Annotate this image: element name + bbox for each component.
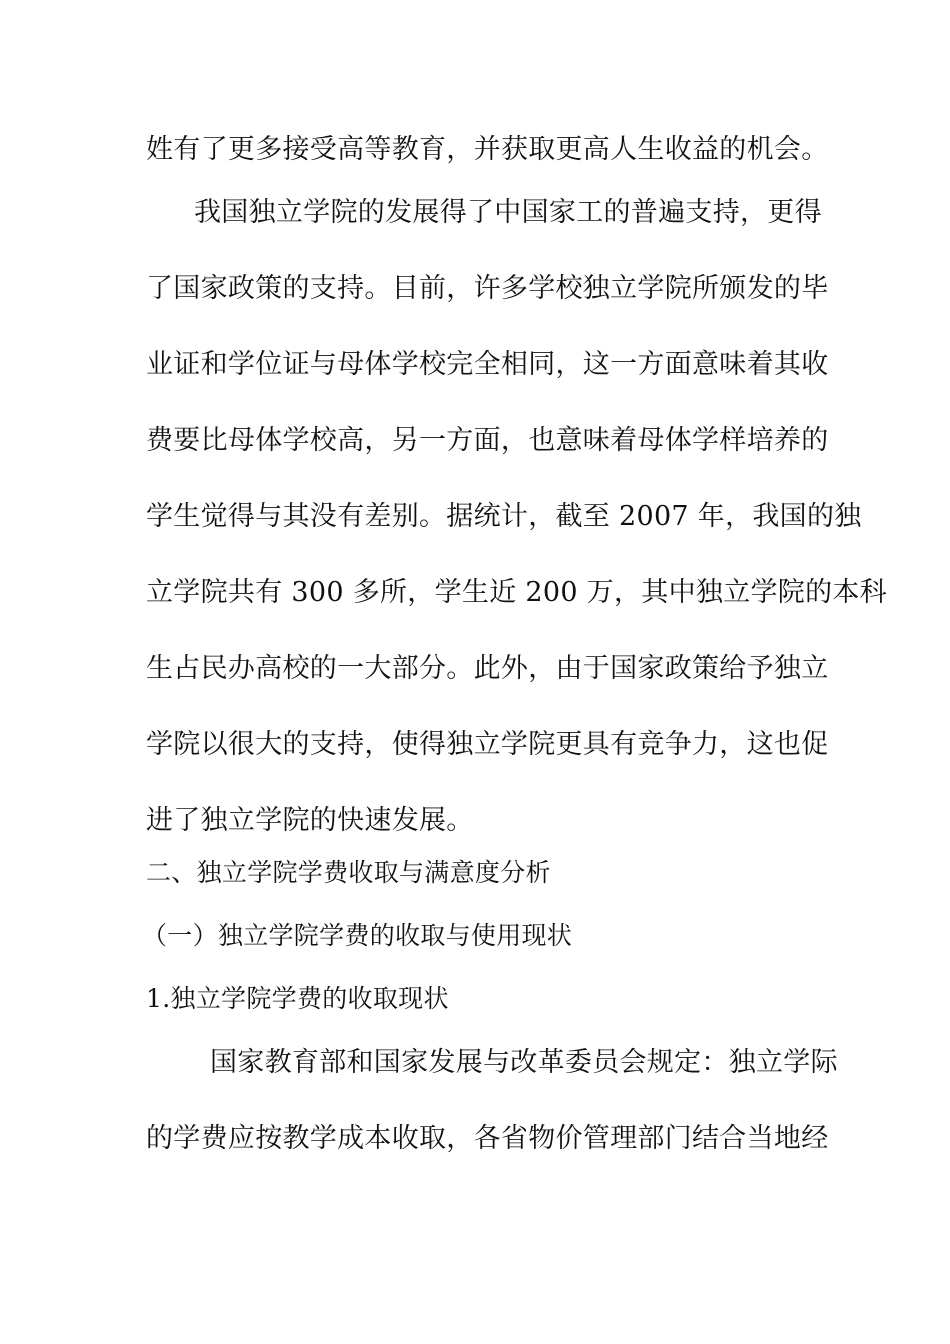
paragraph-line: 国家教育部和国家发展与改革委员会规定：独立学际: [210, 1047, 838, 1078]
paragraph-line: 学生觉得与其没有差别。据统计，截至 2007 年，我国的独: [146, 501, 862, 532]
paragraph-line: 姓有了更多接受高等教育，并获取更高人生收益的机会。: [146, 134, 829, 165]
paragraph-line: 费要比母体学校高，另一方面，也意味着母体学样培养的: [146, 425, 829, 456]
paragraph-line: 我国独立学院的发展得了中国家工的普遍支持，更得: [194, 197, 822, 228]
paragraph-line: 立学院共有 300 多所，学生近 200 万，其中独立学院的本科: [146, 577, 887, 608]
subsection-heading: （一）独立学院学费的收取与使用现状: [142, 921, 573, 950]
paragraph-line: 业证和学位证与母体学校完全相同，这一方面意味着其收: [146, 349, 829, 380]
section-heading: 二、独立学院学费收取与满意度分析: [146, 858, 551, 887]
paragraph-line: 进了独立学院的快速发展。: [146, 805, 474, 836]
subsubsection-heading: 1.独立学院学费的收取现状: [146, 984, 449, 1013]
paragraph-line: 学院以很大的支持，使得独立学院更具有竞争力，这也促: [146, 729, 829, 760]
paragraph-line: 的学费应按教学成本收取，各省物价管理部门结合当地经: [146, 1123, 829, 1154]
paragraph-line: 了国家政策的支持。目前，许多学校独立学院所颁发的毕: [146, 273, 829, 304]
paragraph-line: 生占民办高校的一大部分。此外，由于国家政策给予独立: [146, 653, 829, 684]
